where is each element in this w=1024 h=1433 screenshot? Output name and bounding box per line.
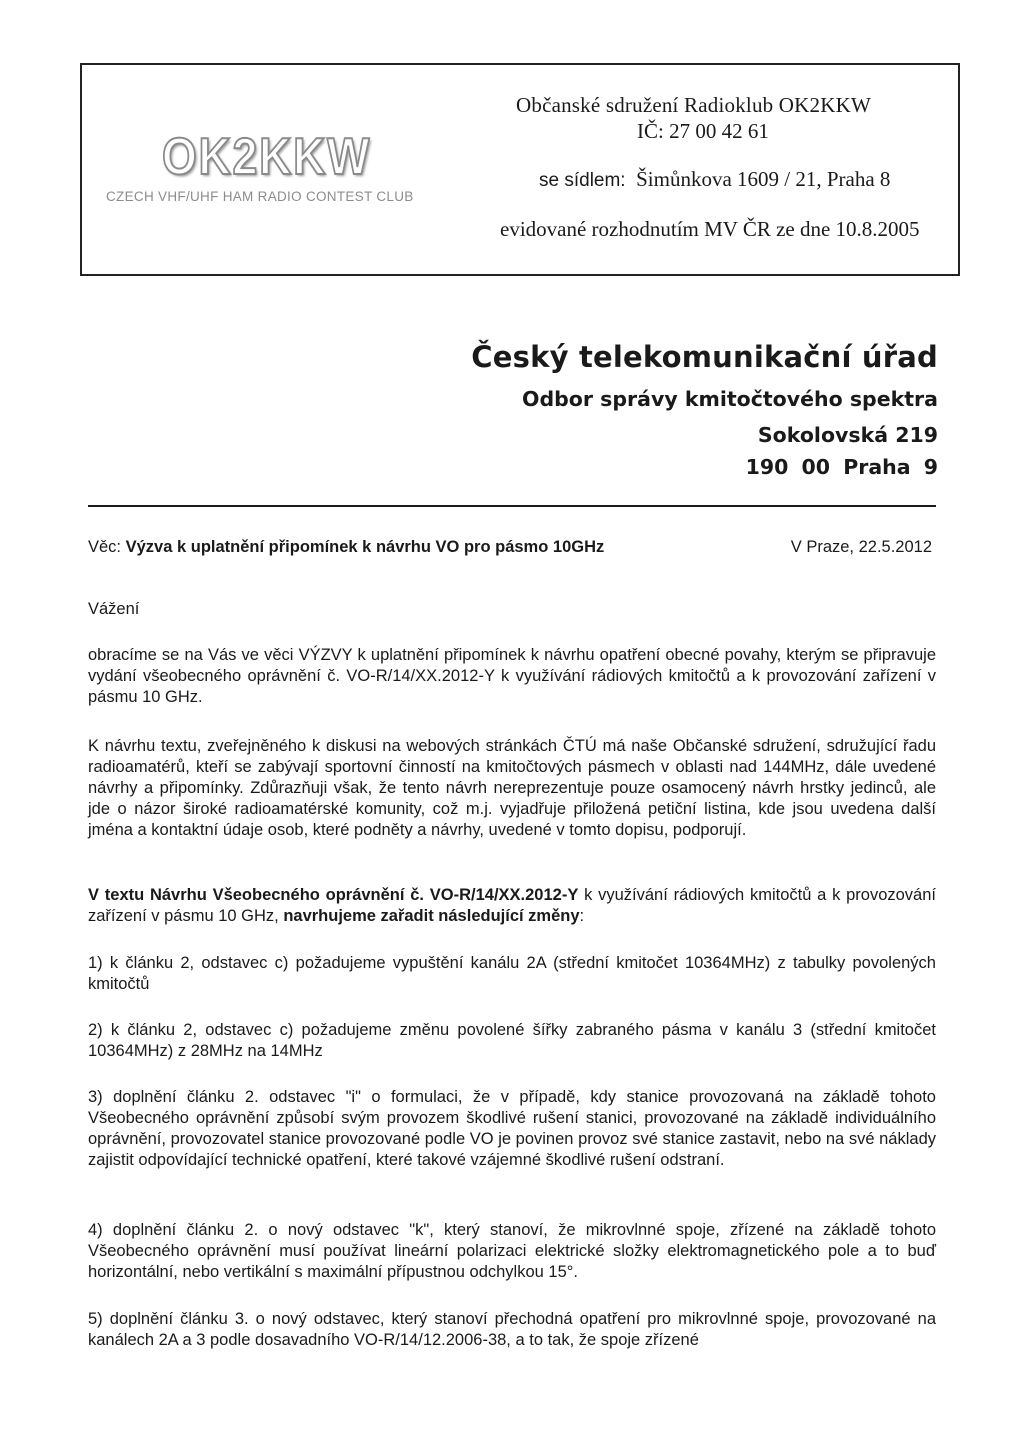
salutation: Vážení bbox=[88, 600, 140, 618]
paragraph-context: K návrhu textu, zveřejněného k diskusi na webových stránkách ČTÚ má naše Občanské sdružení, sdružující řadu radioamatérů, kteří se zabývají sportovní činností na kmitočtových pásmech v oblasti nad 144MHz, dále uvedené návrhy a připomínky. Zdůrazňuji však, že tento návrh nereprezentuje pouze osamocený návrh hrstky jedinců, ale jde o názor široké radioamatérské komunity, což m.j. vyjadřuje přiložená petiční listina, kde jsou uvedena další jména a kontaktní údaje osob, které podněty a návrhy, uvedené v tomto dopisu, podporují. bbox=[88, 737, 936, 839]
club-logo-subtitle: CZECH VHF/UHF HAM RADIO CONTEST CLUB bbox=[106, 189, 414, 204]
organization-name: Občanské sdružení Radioklub OK2KKW bbox=[516, 93, 871, 117]
list-item: 2) k článku 2, odstavec c) požadujeme změnu povolené šířky zabraného pásma v kanálu 3 (střední kmitočet 10364MHz) z 28MHz na 14MHz bbox=[88, 1021, 936, 1060]
divider bbox=[88, 505, 936, 507]
subject-line bbox=[88, 538, 604, 557]
proposal-ref: V textu Návrhu Všeobecného oprávnění č. VO-R/14/XX.2012-Y bbox=[88, 886, 579, 904]
paragraph-proposal-intro bbox=[88, 885, 936, 927]
organization-registration: evidované rozhodnutím MV ČR ze dne 10.8.2005 bbox=[500, 217, 920, 241]
list-item: 1) k článku 2, odstavec c) požadujeme vypuštění kanálu 2A (střední kmitočet 10364MHz) z tabulky povolených kmitočtů bbox=[88, 954, 936, 993]
club-logo bbox=[106, 117, 526, 237]
recipient-department: Odbor správy kmitočtového spektra bbox=[522, 387, 938, 411]
letter-date: V Praze, 22.5.2012 bbox=[790, 538, 932, 556]
organization-id: IČ: 27 00 42 61 bbox=[637, 119, 769, 143]
recipient-city: 190 00 Praha 9 bbox=[745, 455, 938, 479]
seat-label: se sídlem: bbox=[539, 170, 626, 191]
letterhead-box bbox=[80, 63, 960, 276]
subject-label: Věc: bbox=[88, 538, 122, 556]
list-item: 4) doplnění článku 2. o nový odstavec "k", který stanoví, že mikrovlnné spoje, zřízené na základě tohoto Všeobecného oprávnění musí používat lineární polarizaci elektrické složky elektromagnetického pole a to buď horizontální, nebo vertikální s maximální přípustnou odchylkou 15°. bbox=[88, 1221, 936, 1281]
seat-address: Šimůnkova 1609 / 21, Praha 8 bbox=[636, 167, 891, 191]
club-logo-mark: OK2KKW bbox=[162, 128, 372, 186]
list-item: 5) doplnění článku 3. o nový odstavec, který stanoví přechodná opatření pro mikrovlnné spoje, provozované na kanálech 2A a 3 podle dosavadního VO-R/14/12.2006-38, a to tak, že spoje zřízené bbox=[88, 1310, 936, 1349]
proposal-text: k využívání rádiových kmitočtů a k provozování zařízení v pásmu 10 GHz, bbox=[88, 886, 936, 925]
organization-seat bbox=[539, 167, 890, 192]
proposal-colon: : bbox=[579, 907, 585, 925]
paragraph-intro: obracíme se na Vás ve věci VÝZVY k uplatnění připomínek k návrhu opatření obecné povahy, kterým se připravuje vydání všeobecného oprávnění č. VO-R/14/XX.2012-Y k využívání rádiových kmitočtů a k provozování zařízení v pásmu 10 GHz. bbox=[88, 646, 936, 706]
recipient-street: Sokolovská 219 bbox=[757, 423, 938, 447]
subject-text: Výzva k uplatnění připomínek k návrhu VO pro pásmo 10GHz bbox=[125, 538, 605, 556]
proposal-heading: navrhujeme zařadit následující změny bbox=[283, 907, 580, 925]
list-item: 3) doplnění článku 2. odstavec "i" o formulaci, že v případě, kdy stanice provozovaná na základě tohoto Všeobecného oprávnění způsobí svým provozem škodlivé rušení stanici, provozované na základě individuálního oprávnění, provozovatel stanice provozované podle VO je povinen provoz své stanice zastavit, nebo na své náklady zajistit odpovídající technické opatření, které takové vzájemné škodlivé rušení odstraní. bbox=[88, 1088, 936, 1169]
recipient-title: Český telekomunikační úřad bbox=[471, 340, 938, 374]
